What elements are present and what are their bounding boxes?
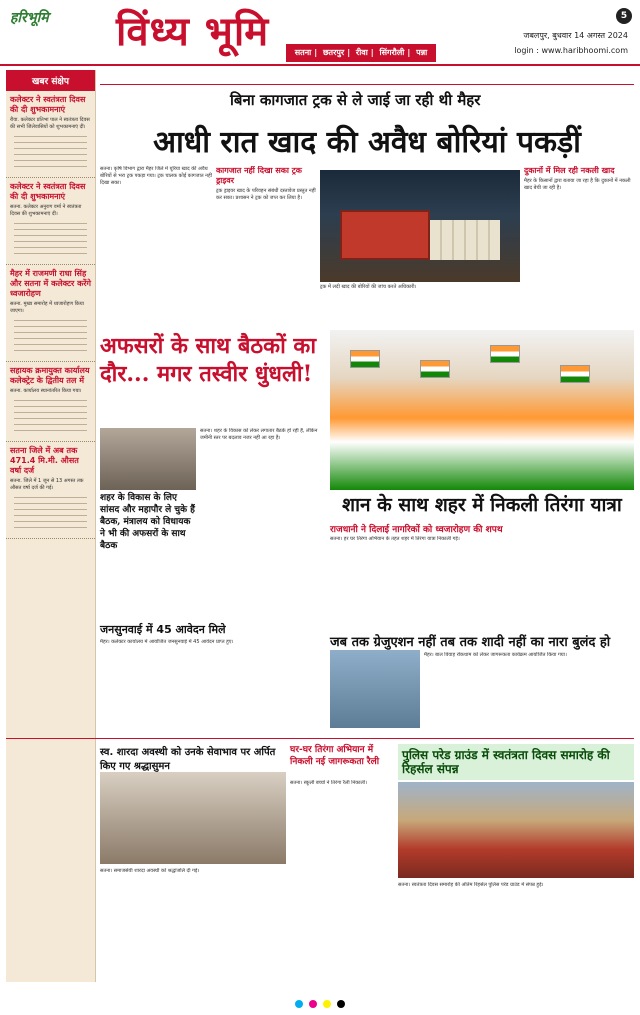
website-link[interactable]: login : www.haribhoomi.com bbox=[514, 46, 628, 55]
brief-title: सहायक क्रमायुक्त कार्यालय कलेक्ट्रेट के द्वितीय तल में bbox=[10, 366, 90, 385]
article-body: सतना। शहर के विकास को लेकर लगातार बैठकें हो रही हैं, लेकिन जमीनी स्तर पर बदलाव नजर नहीं आ रहा है। bbox=[200, 428, 318, 441]
article-column bbox=[100, 166, 212, 322]
region-item: सतना bbox=[294, 48, 312, 57]
text-column-filler bbox=[14, 395, 87, 435]
print-color-marks bbox=[6, 1000, 634, 1008]
article-column bbox=[398, 882, 634, 992]
truck-shape bbox=[340, 210, 430, 260]
meeting-photo bbox=[100, 428, 196, 490]
article-column bbox=[424, 652, 634, 732]
divider bbox=[6, 738, 634, 739]
top-story bbox=[100, 70, 634, 326]
brand-logo: हरिभूमि bbox=[10, 10, 49, 26]
article-body: मैहर। कलेक्टर कार्यालय में आयोजित जनसुनवाई में 45 आवेदन प्राप्त हुए। bbox=[100, 639, 234, 645]
meeting-story bbox=[100, 332, 330, 622]
text-column-filler bbox=[14, 492, 87, 532]
brief-title: सतना जिले में अब तक 471.4 मि.मी. औसत वर्षा दर्ज bbox=[10, 446, 79, 475]
brief-title: कलेक्टर ने स्वतंत्रता दिवस की दी शुभकामनाएं bbox=[10, 95, 86, 114]
article-subhead: कागजात नहीं दिखा सका ट्रक ड्राइवर bbox=[216, 166, 302, 185]
parade-photo bbox=[398, 782, 634, 878]
flag-shape bbox=[560, 365, 590, 383]
section-title: विंध्य भूमि bbox=[116, 8, 270, 55]
news-brief-sidebar bbox=[6, 70, 96, 982]
brief-text: सतना. जिले में 1 जून से 13 अगस्त तक औसत वर्षा दर्ज की गई। bbox=[10, 478, 84, 491]
page-number: 5 bbox=[616, 8, 632, 24]
top-story-kicker: बिना कागजात ट्रक से ले जाई जा रही थी मैहर bbox=[230, 91, 481, 109]
photo-caption: ट्रक में लदी खाद की बोरियों की जांच करते अधिकारी। bbox=[320, 284, 417, 290]
article-body: सतना। समाजसेवी शारदा अवस्थी को श्रद्धांजलि दी गई। bbox=[100, 868, 200, 874]
article-column bbox=[290, 780, 394, 992]
flag-shape bbox=[490, 345, 520, 363]
meeting-subhead: शहर के विकास के लिए सांसद और महापौर ले चुके हैं बैठक, मंत्रालय को विधायक ने भी की अफसरों के साथ बैठक bbox=[100, 493, 195, 551]
region-bar: सतना | छतरपुर | रीवा | सिंगरौली | पन्ना bbox=[286, 44, 436, 62]
article-body: सतना। हर घर तिरंगा अभियान के तहत शहर में तिरंगा यात्रा निकाली गई। bbox=[330, 536, 460, 542]
article-body: ट्रक ड्राइवर खाद के परिवहन संबंधी दस्तावेज प्रस्तुत नहीं कर सका। प्रशासन ने ट्रक को जप्त कर लिया है। bbox=[216, 188, 316, 201]
article-body: सतना। स्कूली बच्चों ने तिरंगा रैली निकाली। bbox=[290, 780, 368, 786]
region-item: सिंगरौली bbox=[379, 48, 405, 57]
region-item: पन्ना bbox=[416, 48, 428, 57]
fertilizer-sacks-shape bbox=[430, 220, 500, 260]
meeting-headline: अफसरों के साथ बैठकों का दौर... मगर तस्वीर धुंधली! bbox=[100, 333, 317, 387]
truck-photo bbox=[320, 170, 520, 282]
registration-dot bbox=[295, 1000, 303, 1008]
registration-dot bbox=[323, 1000, 331, 1008]
article-subhead: दुकानों में मिल रही नकली खाद bbox=[524, 166, 615, 175]
registration-dot bbox=[337, 1000, 345, 1008]
text-column-filler bbox=[14, 315, 87, 355]
brief-title: मैहर में राजमणी राधा सिंह और सतना में कलेक्टर करेंगे ध्वजारोहण bbox=[10, 269, 92, 298]
article-column bbox=[100, 639, 326, 735]
brief-item bbox=[6, 446, 95, 539]
tribute-photo bbox=[100, 772, 286, 864]
jansunvai-headline: जनसुनवाई में 45 आवेदन मिले bbox=[100, 623, 226, 636]
article-body: सतना। स्वतंत्रता दिवस समारोह की अंतिम रिहर्सल पुलिस परेड ग्राउंड में संपन्न हुई। bbox=[398, 882, 544, 888]
brief-item bbox=[6, 182, 95, 265]
brief-title: कलेक्टर ने स्वतंत्रता दिवस की दी शुभकामनाएं bbox=[10, 182, 86, 201]
brief-item bbox=[6, 95, 95, 178]
article-body: सतना। कृषि विभाग द्वारा मैहर जिले में यूरिया खाद की अवैध बोरियों से भरा ट्रक पकड़ा गया। ट्रक चालक कोई कागजात नहीं दिखा सका। bbox=[100, 166, 212, 186]
article-body: मैहर के किसानों द्वारा बताया जा रहा है कि दुकानों में नकली खाद बेची जा रही है। bbox=[524, 178, 631, 191]
article-column bbox=[200, 428, 328, 618]
article-body: मैहर। बाल विवाह रोकथाम को लेकर जागरूकता कार्यक्रम आयोजित किया गया। bbox=[424, 652, 567, 658]
flag-shape bbox=[420, 360, 450, 378]
top-story-headline: आधी रात खाद की अवैध बोरियां पकड़ीं bbox=[153, 125, 581, 160]
brief-item bbox=[6, 269, 95, 362]
awareness-headline: जब तक ग्रेजुएशन नहीं तब तक शादी नहीं का नारा बुलंद हो bbox=[330, 635, 611, 650]
parade-headline: पुलिस परेड ग्राउंड में स्वतंत्रता दिवस समारोह की रिहर्सल संपन्न bbox=[398, 744, 634, 780]
article-column bbox=[216, 166, 316, 322]
text-column-filler bbox=[14, 218, 87, 258]
brief-text: सतना. कलेक्टर अनुराग वर्मा ने स्वतंत्रता दिवस की शुभकामनाएं दीं। bbox=[10, 204, 82, 217]
article-column bbox=[100, 868, 286, 992]
tribute-headline: स्व. शारदा अवस्थी को उनके सेवाभाव पर अर्पित किए गए श्रद्धासुमन bbox=[100, 747, 276, 772]
tiranga-rally-photo bbox=[330, 330, 634, 490]
flag-shape bbox=[350, 350, 380, 368]
brief-item bbox=[6, 366, 95, 442]
region-item: छतरपुर bbox=[322, 48, 345, 57]
awareness-story bbox=[330, 632, 634, 732]
text-column-filler bbox=[14, 131, 87, 171]
divider bbox=[100, 84, 634, 85]
article-column bbox=[524, 166, 634, 322]
jansunvai-story bbox=[100, 622, 330, 735]
region-item: रीवा bbox=[355, 48, 368, 57]
rally-headline: शान के साथ शहर में निकली तिरंगा यात्रा bbox=[330, 490, 634, 520]
brief-text: सतना. मुख्य समारोह में ध्वजारोहण किया जाएगा। bbox=[10, 301, 84, 314]
rally-kicker: राजधानी ने दिलाई नागरिकों को ध्वजारोहण की शपथ bbox=[330, 525, 503, 535]
tiranga-awareness-headline: घर-घर तिरंगा अभियान में निकली नई जागरूकता रैली bbox=[290, 745, 380, 767]
sidebar-header: खबर संक्षेप bbox=[6, 70, 95, 91]
registration-dot bbox=[309, 1000, 317, 1008]
masthead bbox=[0, 0, 640, 66]
article-column bbox=[330, 536, 634, 626]
date-line: जबलपुर, बुधवार 14 अगस्त 2024 bbox=[523, 31, 628, 40]
brief-text: सतना. कार्यालय स्थानांतरित किया गया। bbox=[10, 388, 82, 394]
brief-text: रीवा. कलेक्टर प्रतिभा पाल ने स्वतंत्रता दिवस की सभी जिलेवासियों को शुभकामनाएं दीं। bbox=[10, 117, 90, 130]
